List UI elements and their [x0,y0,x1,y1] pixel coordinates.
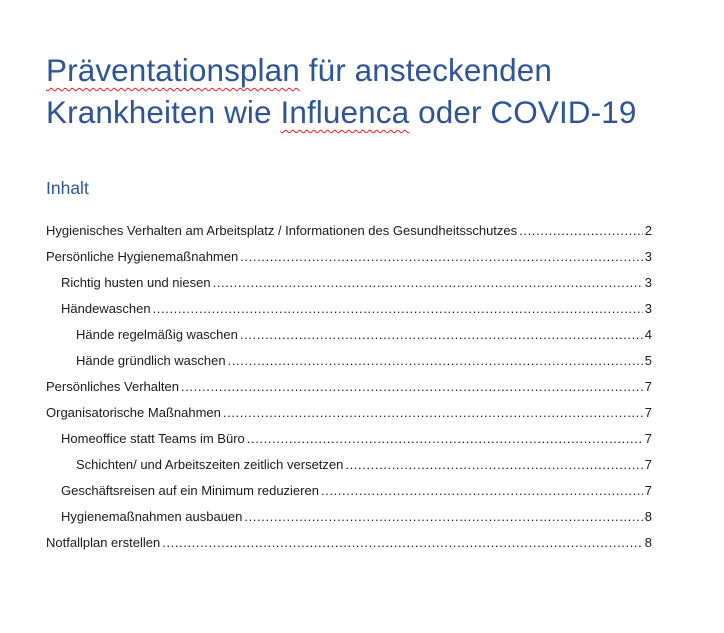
toc-entry-text: Hygienisches Verhalten am Arbeitsplatz / Informationen des Gesundheitsschutzes [46,223,518,238]
toc-page-number: 7 [644,379,652,394]
toc-page-number: 7 [644,405,652,420]
toc-entry[interactable] [46,400,652,426]
toc-page-number: 3 [644,275,652,290]
toc-entry[interactable] [46,270,652,296]
toc-entry[interactable] [46,426,652,452]
toc-dot-leader [228,348,643,374]
toc-dot-leader [519,218,643,244]
toc-entry[interactable] [46,322,652,348]
toc-entry[interactable] [46,452,652,478]
document-title [46,49,686,133]
toc-dot-leader [244,504,642,530]
toc-entry[interactable] [46,478,652,504]
toc-entry[interactable] [46,218,652,244]
title-word-misspelled[interactable]: Influenca [280,94,410,130]
title-line-2 [46,91,686,133]
toc-entry-text: Richtig husten und niesen [61,275,211,290]
toc-entry-text: Geschäftsreisen auf ein Minimum reduzieren [61,483,319,498]
toc-entry[interactable] [46,374,652,400]
toc-page-number: 4 [644,327,652,342]
toc-page-number: 8 [644,535,652,550]
title-text: Krankheiten wie [46,94,281,130]
toc-entry[interactable] [46,504,652,530]
toc-entry-text: Persönliches Verhalten [46,379,179,394]
toc-entry-text: Organisatorische Maßnahmen [46,405,221,420]
toc-entry-text: Hygienemaßnahmen ausbauen [61,509,243,524]
toc-entry[interactable] [46,296,652,322]
toc-page-number: 5 [644,353,652,368]
toc-dot-leader [213,270,643,296]
toc-dot-leader [240,322,643,348]
toc-entry-text: Notfallplan erstellen [46,535,161,550]
toc-entry-text: Hände gründlich waschen [76,353,226,368]
title-text: für ansteckenden [299,52,552,88]
toc-entry[interactable] [46,348,652,374]
toc-dot-leader [181,374,643,400]
toc-dot-leader [345,452,642,478]
toc-page-number: 7 [644,431,652,446]
toc-entry-text: Homeoffice statt Teams im Büro [61,431,245,446]
title-text: oder COVID-19 [409,94,637,130]
title-word-misspelled[interactable]: Präventationsplan [46,52,300,88]
toc-heading: Inhalt [46,178,89,198]
toc-page-number: 3 [644,301,652,316]
toc-entry-text: Hände regelmäßig waschen [76,327,238,342]
title-line-1 [46,49,686,91]
toc-page-number: 8 [644,509,652,524]
toc-dot-leader [153,296,643,322]
table-of-contents [46,218,652,556]
toc-entry[interactable] [46,530,652,556]
toc-dot-leader [162,530,643,556]
toc-dot-leader [321,478,643,504]
toc-entry-text: Händewaschen [61,301,151,316]
toc-dot-leader [223,400,643,426]
toc-entry[interactable] [46,244,652,270]
toc-page-number: 3 [644,249,652,264]
toc-page-number: 7 [644,483,652,498]
toc-entry-text: Schichten/ und Arbeitszeiten zeitlich versetzen [76,457,344,472]
toc-entry-text: Persönliche Hygienemaßnahmen [46,249,239,264]
toc-page-number: 2 [644,223,652,238]
toc-page-number: 7 [644,457,652,472]
toc-dot-leader [247,426,643,452]
toc-dot-leader [240,244,643,270]
